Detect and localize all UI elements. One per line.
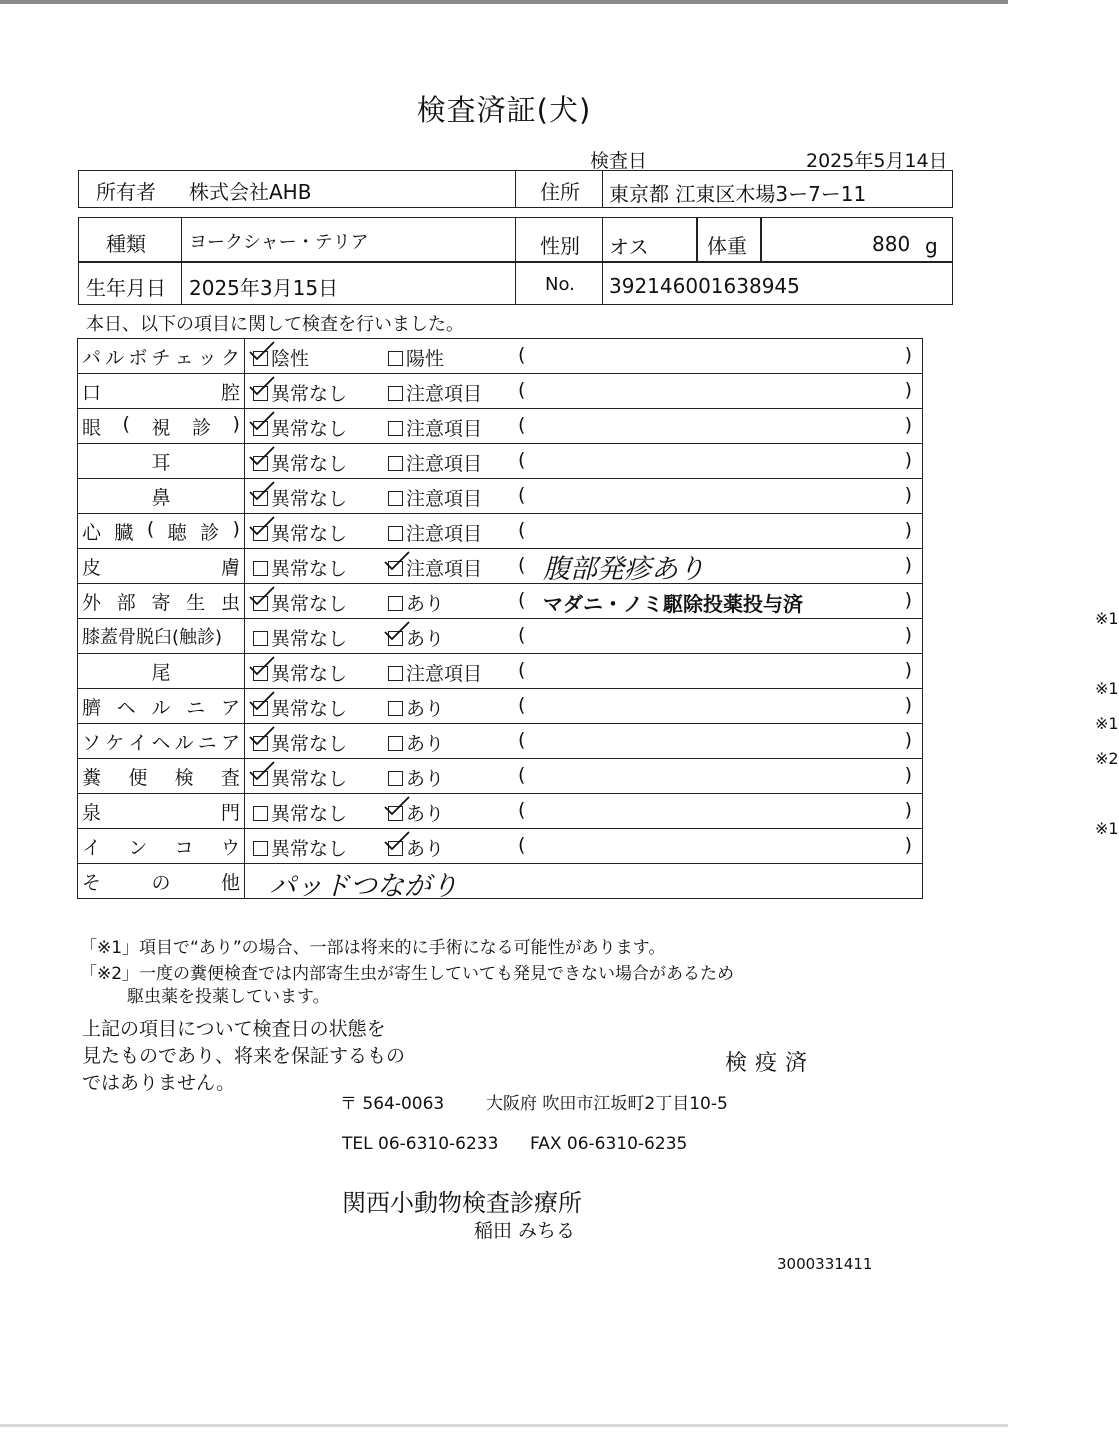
item-name: ソ ケ イ ヘ ル ニ ア xyxy=(82,731,240,754)
paren-open: ( xyxy=(518,659,526,681)
checkbox[interactable] xyxy=(388,736,403,751)
option-normal[interactable]: 異常なし xyxy=(253,379,347,406)
paren-open: ( xyxy=(518,449,526,471)
check-mark-icon xyxy=(248,480,276,502)
owner-label: 所有者 xyxy=(96,180,156,204)
paren-close: ) xyxy=(904,834,912,856)
breed-value: ヨークシャー・テリア xyxy=(189,232,369,253)
checkbox[interactable] xyxy=(388,701,403,716)
options-cell xyxy=(245,479,923,514)
inspection-row xyxy=(78,724,923,759)
paren-close: ) xyxy=(904,589,912,611)
footnote-1: 「※1」項目で“あり”の場合、一部は将来的に手術になる可能性があります。 xyxy=(80,938,666,958)
paren-close: ) xyxy=(904,449,912,471)
paren-close: ) xyxy=(904,729,912,751)
options-cell xyxy=(245,409,923,444)
footnote-ref: ※2 xyxy=(1095,749,1119,768)
check-mark-icon xyxy=(248,410,276,432)
inspection-row xyxy=(78,549,923,584)
checkbox[interactable] xyxy=(388,351,403,366)
item-name: 口 腔 xyxy=(82,381,240,404)
breed-label: 種類 xyxy=(106,232,146,256)
footnote-ref: ※1 xyxy=(1095,609,1119,628)
check-mark-icon xyxy=(248,725,276,747)
option-abnormal[interactable]: 陽性 xyxy=(388,344,444,371)
weight-unit: g xyxy=(925,234,938,258)
option-normal[interactable]: 異常なし xyxy=(253,484,347,511)
no-value: 392146001638945 xyxy=(609,274,800,298)
disclaimer-3: ではありません。 xyxy=(82,1072,236,1094)
paren-open: ( xyxy=(518,344,526,366)
option-normal[interactable]: 異常なし xyxy=(253,449,347,476)
sex-value: オス xyxy=(609,235,649,259)
option-abnormal[interactable]: あり xyxy=(388,589,444,616)
inspection-table xyxy=(77,338,1119,902)
checkbox[interactable] xyxy=(253,701,268,716)
checkbox[interactable] xyxy=(253,841,268,856)
option-abnormal[interactable]: あり xyxy=(388,624,444,651)
serial-number: 3000331411 xyxy=(777,1255,873,1273)
remark: 腹部発疹あり xyxy=(543,554,705,585)
item-cell xyxy=(78,654,245,689)
address-value: 東京都 江東区木場3ー7ー11 xyxy=(609,182,867,206)
option-abnormal[interactable]: 注意項目 xyxy=(388,414,482,441)
item-name: 鼻 xyxy=(151,486,171,509)
paren-close: ) xyxy=(904,694,912,716)
options-cell xyxy=(245,339,923,374)
item-cell xyxy=(78,374,245,409)
item-name: 耳 xyxy=(151,451,171,474)
option-abnormal[interactable]: あり xyxy=(388,799,444,826)
birth-label: 生年月日 xyxy=(86,276,166,300)
weight-divider-2 xyxy=(760,217,762,262)
paren-open: ( xyxy=(518,414,526,436)
checkbox[interactable] xyxy=(388,456,403,471)
other-label-cell xyxy=(78,864,245,899)
option-normal[interactable]: 異常なし xyxy=(253,764,347,791)
item-cell xyxy=(78,549,245,584)
item-name: 泉 門 xyxy=(82,801,240,824)
footnote-ref: ※1 xyxy=(1095,714,1119,733)
check-mark-icon xyxy=(248,690,276,712)
checkbox[interactable] xyxy=(388,421,403,436)
item-cell xyxy=(78,724,245,759)
paren-open: ( xyxy=(518,379,526,401)
inspection-row xyxy=(78,829,923,864)
paren-open: ( xyxy=(518,764,526,786)
weight-label: 体重 xyxy=(707,234,747,258)
postal-code: 〒 564-0063 xyxy=(340,1094,445,1114)
options-cell xyxy=(245,794,923,829)
checkbox[interactable] xyxy=(253,561,268,576)
paren-close: ) xyxy=(904,414,912,436)
item-cell xyxy=(78,514,245,549)
inspection-row xyxy=(78,584,923,619)
owner-value: 株式会社AHB xyxy=(189,180,312,204)
checkbox[interactable] xyxy=(388,526,403,541)
option-abnormal[interactable]: 注意項目 xyxy=(388,484,482,511)
paren-close: ) xyxy=(904,624,912,646)
check-mark-icon xyxy=(248,655,276,677)
options-cell xyxy=(245,514,923,549)
footnote-2a: 「※2」一度の糞便検査では内部寄生虫が寄生していても発見できない場合があるため xyxy=(80,964,735,984)
other-value: パッドつながり xyxy=(269,871,458,902)
check-mark-icon xyxy=(248,340,276,362)
checkbox[interactable] xyxy=(388,806,403,821)
paren-close: ) xyxy=(904,764,912,786)
checkbox[interactable] xyxy=(253,666,268,681)
checkbox[interactable] xyxy=(388,386,403,401)
option-abnormal[interactable]: 注意項目 xyxy=(388,519,482,546)
option-normal[interactable]: 陰性 xyxy=(253,344,309,371)
option-abnormal[interactable]: 注意項目 xyxy=(388,659,482,686)
inspection-row xyxy=(78,654,923,689)
exam-date-label: 検査日 xyxy=(590,150,648,172)
disclaimer-2: 見たものであり、将来を保証するもの xyxy=(82,1045,406,1067)
inspection-row xyxy=(78,619,923,654)
doctor-name: 稲田 みちる xyxy=(474,1220,576,1242)
clinic-tel: TEL 06-6310-6233 xyxy=(342,1134,499,1154)
paren-open: ( xyxy=(518,484,526,506)
item-cell xyxy=(78,479,245,514)
paren-open: ( xyxy=(518,624,526,646)
checkbox[interactable] xyxy=(388,561,403,576)
paren-open: ( xyxy=(518,519,526,541)
paren-close: ) xyxy=(904,799,912,821)
inspection-row xyxy=(78,409,923,444)
inspected-stamp: 検疫済 xyxy=(725,1051,816,1076)
inspection-row xyxy=(78,689,923,724)
item-name: パ ル ボ チ ェ ッ ク xyxy=(82,346,240,369)
checkbox[interactable] xyxy=(388,666,403,681)
checkbox[interactable] xyxy=(388,631,403,646)
document-title: 検査済証(犬) xyxy=(416,93,592,127)
option-abnormal[interactable]: あり xyxy=(388,834,444,861)
item-name: 眼 ( 視 診 ) xyxy=(82,412,240,439)
options-cell xyxy=(245,679,1119,724)
paren-close: ) xyxy=(904,379,912,401)
options-cell xyxy=(245,444,923,479)
option-normal[interactable]: 異常なし xyxy=(253,799,347,826)
checkbox[interactable] xyxy=(388,491,403,506)
option-normal[interactable]: 異常なし xyxy=(253,519,347,546)
footnote-ref: ※1 xyxy=(1095,679,1119,698)
check-mark-icon xyxy=(248,445,276,467)
intro-text: 本日、以下の項目に関して検査を行いました。 xyxy=(86,314,464,335)
options-cell xyxy=(245,374,923,409)
checkbox[interactable] xyxy=(253,491,268,506)
paren-close: ) xyxy=(904,344,912,366)
option-normal[interactable]: 異常なし xyxy=(253,589,347,616)
paren-open: ( xyxy=(518,729,526,751)
checkbox[interactable] xyxy=(253,456,268,471)
option-abnormal[interactable]: 注意項目 xyxy=(388,379,482,406)
exam-date: 2025年5月14日 xyxy=(806,150,948,172)
check-mark-icon xyxy=(248,585,276,607)
sex-label: 性別 xyxy=(540,234,580,258)
paren-open: ( xyxy=(518,834,526,856)
options-cell xyxy=(245,609,1119,654)
birth-value: 2025年3月15日 xyxy=(189,276,339,300)
options-cell xyxy=(245,749,1119,794)
inspection-row xyxy=(78,374,923,409)
inspection-row xyxy=(78,444,923,479)
remark: マダニ・ノミ駆除投薬投与済 xyxy=(543,592,803,616)
clinic-name: 関西小動物検査診療所 xyxy=(342,1189,582,1217)
inspection-row xyxy=(78,339,923,374)
options-cell xyxy=(245,549,923,584)
item-cell xyxy=(78,759,245,794)
item-cell xyxy=(78,619,245,654)
item-cell xyxy=(78,444,245,479)
inspection-row xyxy=(78,794,923,829)
options-cell xyxy=(245,819,1119,864)
item-name: イ ン コ ウ xyxy=(82,836,240,859)
item-cell xyxy=(78,584,245,619)
checkbox[interactable] xyxy=(388,596,403,611)
option-normal[interactable]: 異常なし xyxy=(253,694,347,721)
option-normal[interactable]: 異常なし xyxy=(253,659,347,686)
checkbox[interactable] xyxy=(253,631,268,646)
paren-close: ) xyxy=(904,659,912,681)
checkbox[interactable] xyxy=(388,841,403,856)
weight-value: 880 xyxy=(872,232,911,256)
item-name: 皮 膚 xyxy=(82,556,240,579)
address-label: 住所 xyxy=(540,180,580,204)
inspection-row xyxy=(78,759,923,794)
check-mark-icon xyxy=(383,795,411,817)
check-mark-icon xyxy=(383,620,411,642)
checkbox[interactable] xyxy=(253,351,268,366)
clinic-address: 大阪府 吹田市江坂町2丁目10-5 xyxy=(486,1094,728,1114)
footnote-2b: 駆虫薬を投薬しています。 xyxy=(127,987,330,1007)
paren-close: ) xyxy=(904,484,912,506)
paren-close: ) xyxy=(904,554,912,576)
item-cell xyxy=(78,829,245,864)
option-abnormal[interactable]: 注意項目 xyxy=(388,554,482,581)
paren-open: ( xyxy=(518,554,526,576)
item-name: 臍 ヘ ル ニ ア xyxy=(82,696,240,719)
options-cell xyxy=(245,654,923,689)
option-normal[interactable]: 異常なし xyxy=(253,414,347,441)
footnote-ref: ※1 xyxy=(1095,819,1119,838)
checkbox[interactable] xyxy=(253,736,268,751)
item-name: 心 臓 ( 聴 診 ) xyxy=(82,517,240,544)
check-mark-icon xyxy=(248,375,276,397)
paren-close: ) xyxy=(904,519,912,541)
check-mark-icon xyxy=(248,515,276,537)
scan-edge-bottom xyxy=(0,1424,1008,1427)
no-label: No. xyxy=(545,274,575,295)
checkbox[interactable] xyxy=(253,771,268,786)
option-abnormal[interactable]: あり xyxy=(388,694,444,721)
option-abnormal[interactable]: 注意項目 xyxy=(388,449,482,476)
checkbox[interactable] xyxy=(388,771,403,786)
inspection-row xyxy=(78,479,923,514)
weight-divider-1 xyxy=(696,217,698,262)
check-mark-icon xyxy=(383,830,411,852)
other-label: そ の 他 xyxy=(82,871,240,894)
scan-edge-top xyxy=(0,0,1008,4)
item-name: 尾 xyxy=(151,661,171,684)
check-mark-icon xyxy=(248,760,276,782)
checkbox[interactable] xyxy=(253,806,268,821)
options-cell xyxy=(245,584,923,619)
pet-row-divider-right xyxy=(603,261,953,263)
checkbox[interactable] xyxy=(253,386,268,401)
clinic-fax: FAX 06-6310-6235 xyxy=(530,1134,688,1154)
item-cell xyxy=(78,794,245,829)
item-cell xyxy=(78,409,245,444)
option-normal[interactable]: 異常なし xyxy=(253,554,347,581)
item-cell xyxy=(78,339,245,374)
disclaimer-1: 上記の項目について検査日の状態を xyxy=(82,1018,386,1040)
paren-open: ( xyxy=(518,589,526,611)
option-abnormal[interactable]: あり xyxy=(388,764,444,791)
checkbox[interactable] xyxy=(253,421,268,436)
check-mark-icon xyxy=(383,550,411,572)
paren-open: ( xyxy=(518,799,526,821)
other-row xyxy=(78,864,923,899)
option-normal[interactable]: 異常なし xyxy=(253,729,347,756)
paren-open: ( xyxy=(518,694,526,716)
option-abnormal[interactable]: あり xyxy=(388,729,444,756)
checkbox[interactable] xyxy=(253,526,268,541)
option-normal[interactable]: 異常なし xyxy=(253,834,347,861)
option-normal[interactable]: 異常なし xyxy=(253,624,347,651)
checkbox[interactable] xyxy=(253,596,268,611)
item-name: 膝蓋骨脱臼(触診) xyxy=(82,627,223,648)
item-name: 外 部 寄 生 虫 xyxy=(82,591,240,614)
inspection-row xyxy=(78,514,923,549)
other-value-cell xyxy=(245,864,923,902)
item-name: 糞 便 検 査 xyxy=(82,766,240,789)
item-cell xyxy=(78,689,245,724)
options-cell xyxy=(245,714,1119,759)
